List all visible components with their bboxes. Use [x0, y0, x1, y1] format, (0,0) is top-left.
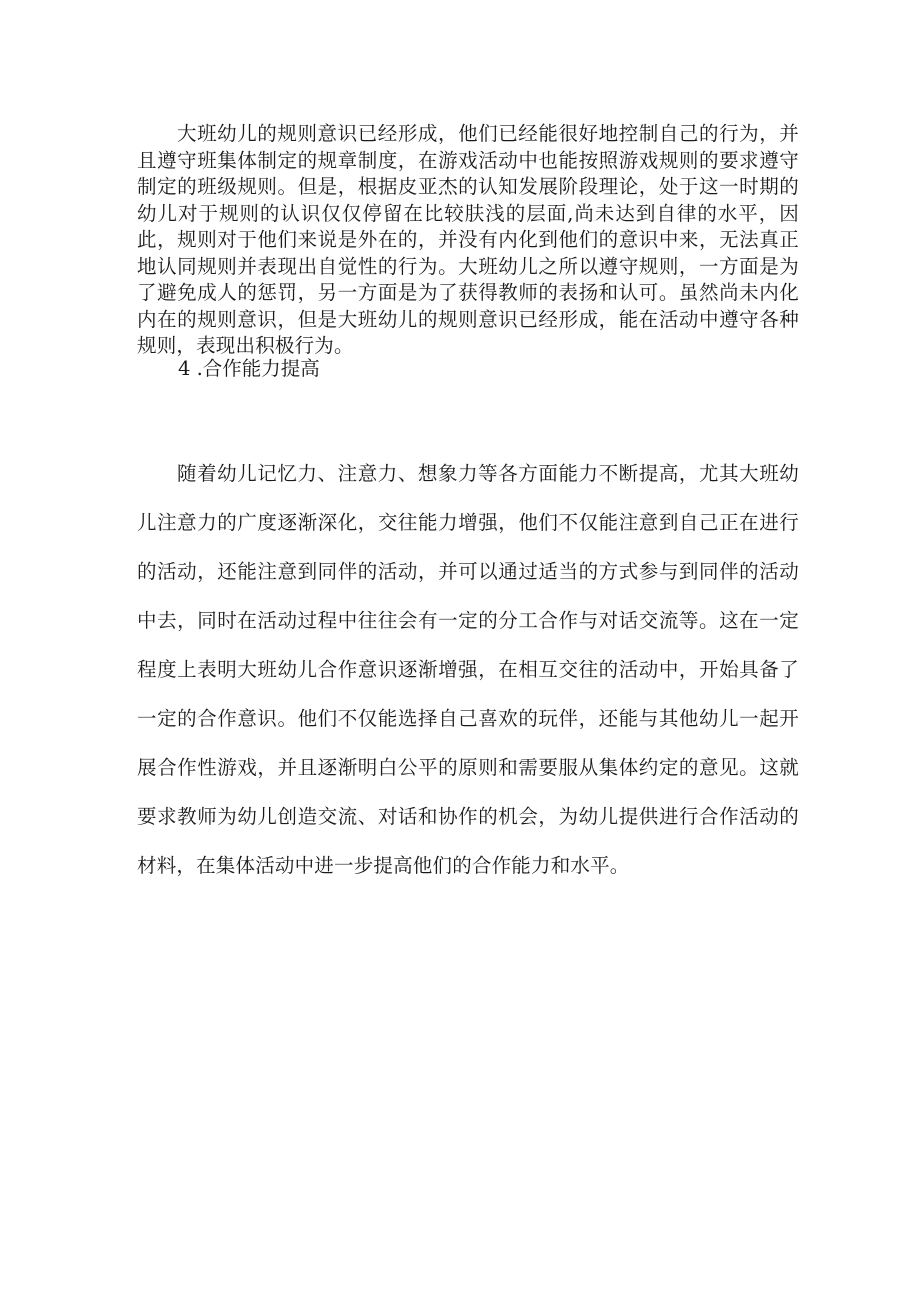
paragraph-cooperation-ability: 随着幼儿记忆力、注意力、想象力等各方面能力不断提高，尤其大班幼儿注意力的广度逐渐深化，交往能力增强，他们不仅能注意到自己正在进行的活动，还能注意到同伴的活动，并可以通过适当的方式参与到同伴的活动中去，同时在活动过程中往往会有一定的分工合作与对话交流等。这在一定程度上表明大班幼儿合作意识逐渐增强，在相互交往的活动中，开始具备了一定的合作意识。他们不仅能选择自己喜欢的玩伴，还能与其他幼儿一起开展合作性游戏，并且逐渐明白公平的原则和需要服从集体约定的意见。这就要求教师为幼儿创造交流、对话和协作的机会，为幼儿提供进行合作活动的材料，在集体活动中进一步提高他们的合作能力和水平。	[137, 462, 799, 877]
paragraph-rule-awareness: 大班幼儿的规则意识已经形成，他们已经能很好地控制自己的行为，并且遵守班集体制定的规章制度，在游戏活动中也能按照游戏规则的要求遵守制定的班级规则。但是，根据皮亚杰的认知发展阶段理论，处于这一时期的幼儿对于规则的认识仅仅停留在比较肤浅的层面,尚未达到自律的水平，因此，规则对于他们来说是外在的，并没有内化到他们的意识中来，无法真正地认同规则并表现出自觉性的行为。大班幼儿之所以遵守规则，一方面是为了避免成人的惩罚，另一方面是为了获得教师的表扬和认可。虽然尚未内化内在的规则意识，但是大班幼儿的规则意识已经形成，能在活动中遵守各种规则，表现出积极行为。	[137, 122, 799, 357]
section-heading-cooperation: 4 .合作能力提高	[178, 357, 320, 380]
